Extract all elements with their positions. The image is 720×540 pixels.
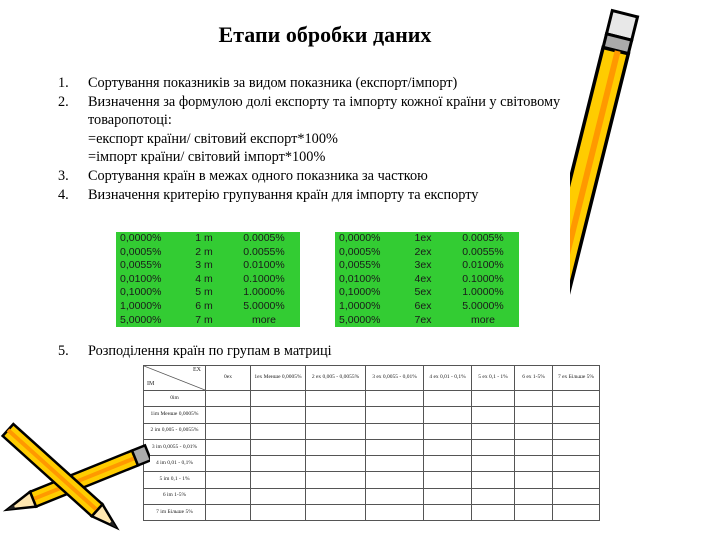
table-cell: 6 m bbox=[195, 299, 213, 312]
step-number: 4. bbox=[58, 186, 69, 203]
ex-label: EX bbox=[193, 367, 201, 373]
matrix-row-header: 6 im 1-5% bbox=[144, 488, 206, 504]
table-row bbox=[116, 246, 300, 260]
matrix-row-header: 7 im Більше 5% bbox=[144, 504, 206, 520]
table-cell: 0,0005% bbox=[339, 245, 381, 258]
table-cell: 0.0100% bbox=[462, 259, 504, 272]
matrix-row bbox=[144, 472, 600, 488]
matrix-cell bbox=[515, 407, 553, 423]
table-cell: 3ex bbox=[414, 259, 432, 272]
matrix-cell bbox=[424, 456, 472, 472]
step-text: товаропотоці: bbox=[88, 112, 172, 129]
table-cell: 0,1000% bbox=[339, 286, 381, 299]
matrix-cell bbox=[424, 407, 472, 423]
table-cell: 0.0055% bbox=[243, 245, 285, 258]
matrix-cell bbox=[251, 488, 306, 504]
matrix-row bbox=[144, 423, 600, 439]
matrix-cell bbox=[206, 439, 251, 455]
matrix-cell bbox=[306, 391, 366, 407]
table-cell: more bbox=[252, 313, 276, 326]
steps-list bbox=[58, 74, 633, 204]
table-cell: 2 m bbox=[195, 245, 213, 258]
matrix-cell bbox=[206, 488, 251, 504]
im-label: IM bbox=[147, 381, 155, 388]
table-cell: 0,0000% bbox=[120, 232, 162, 244]
matrix-cell bbox=[366, 504, 424, 520]
matrix-cell bbox=[515, 439, 553, 455]
table-cell: 0.0100% bbox=[243, 259, 285, 272]
matrix-row-header: 5 im 0,1 - 1% bbox=[144, 472, 206, 488]
matrix-cell bbox=[306, 439, 366, 455]
table-cell: 5.0000% bbox=[243, 299, 285, 312]
export-groups-table bbox=[335, 232, 519, 327]
table-cell: 2ex bbox=[414, 245, 432, 258]
step-1 bbox=[58, 74, 633, 93]
matrix-cell bbox=[472, 504, 515, 520]
table-cell: 0,1000% bbox=[120, 286, 162, 299]
matrix-cell bbox=[515, 456, 553, 472]
matrix-cell bbox=[251, 472, 306, 488]
matrix-cell bbox=[366, 423, 424, 439]
matrix-column-header: 4 ex 0,01 - 0,1% bbox=[424, 366, 472, 391]
matrix-cell bbox=[206, 391, 251, 407]
table-cell: 7ex bbox=[414, 313, 432, 326]
matrix-cell bbox=[251, 504, 306, 520]
matrix-cell bbox=[472, 439, 515, 455]
matrix-cell bbox=[515, 504, 553, 520]
matrix-cell bbox=[366, 391, 424, 407]
matrix-cell bbox=[472, 391, 515, 407]
matrix-cell bbox=[206, 456, 251, 472]
matrix-column-header: 3 ex 0,0055 - 0,01% bbox=[366, 366, 424, 391]
matrix-cell bbox=[424, 423, 472, 439]
matrix-row bbox=[144, 391, 600, 407]
matrix-cell bbox=[306, 472, 366, 488]
step-text: Визначення за формулою долі експорту та імпорту кожної країни у світовому bbox=[88, 93, 561, 110]
pencils-icon bbox=[0, 420, 150, 540]
table-cell: 0,0005% bbox=[120, 245, 162, 258]
table-cell: 0.0005% bbox=[462, 232, 504, 244]
matrix-column-header: 0ex bbox=[206, 366, 251, 391]
matrix-row bbox=[144, 488, 600, 504]
matrix-row-header: 2 im 0,005 - 0,0055% bbox=[144, 423, 206, 439]
table-row bbox=[335, 232, 519, 246]
matrix-row-header: 0im bbox=[144, 391, 206, 407]
matrix-cell bbox=[206, 472, 251, 488]
step-number: 5. bbox=[58, 343, 69, 359]
table-row bbox=[116, 300, 300, 314]
matrix-row bbox=[144, 407, 600, 423]
table-cell: 1,0000% bbox=[339, 299, 381, 312]
step-3 bbox=[58, 167, 633, 186]
matrix-cell bbox=[424, 391, 472, 407]
country-matrix bbox=[143, 365, 600, 521]
matrix-cell bbox=[206, 423, 251, 439]
table-cell: 5.0000% bbox=[462, 299, 504, 312]
matrix-cell bbox=[206, 407, 251, 423]
matrix-column-header: 6 ex 1-5% bbox=[515, 366, 553, 391]
matrix-cell bbox=[515, 472, 553, 488]
matrix-cell bbox=[306, 488, 366, 504]
table-cell: 5 m bbox=[195, 286, 213, 299]
step-text: Розподілення країн по групам в матриці bbox=[88, 343, 332, 359]
matrix-cell bbox=[472, 423, 515, 439]
step-4 bbox=[58, 186, 633, 205]
matrix-cell bbox=[306, 423, 366, 439]
table-cell: 4 m bbox=[195, 272, 213, 285]
table-cell: 0,0055% bbox=[339, 259, 381, 272]
matrix-cell bbox=[472, 488, 515, 504]
table-cell: 4ex bbox=[414, 272, 432, 285]
matrix-cell bbox=[366, 472, 424, 488]
table-cell: 6ex bbox=[414, 299, 432, 312]
matrix-cell bbox=[424, 488, 472, 504]
page-title: Етапи обробки даних bbox=[218, 22, 432, 47]
matrix-cell bbox=[366, 456, 424, 472]
table-row bbox=[116, 286, 300, 300]
matrix-cell bbox=[366, 407, 424, 423]
table-row bbox=[335, 259, 519, 273]
matrix-cell bbox=[515, 423, 553, 439]
matrix-cell bbox=[366, 488, 424, 504]
table-row bbox=[335, 246, 519, 260]
table-row bbox=[335, 286, 519, 300]
table-row bbox=[335, 300, 519, 314]
table-cell: 1ex bbox=[414, 232, 432, 244]
matrix-row-header: 1im Менше 0,0005% bbox=[144, 407, 206, 423]
matrix-cell bbox=[206, 504, 251, 520]
matrix-row bbox=[144, 439, 600, 455]
import-groups-table bbox=[116, 232, 300, 327]
table-row bbox=[335, 273, 519, 287]
formula-import: =імпорт країни/ світовий імпорт*100% bbox=[88, 149, 326, 166]
table-cell: 0,0055% bbox=[120, 259, 162, 272]
matrix-column-header: 1ex Менше 0,0005% bbox=[251, 366, 306, 391]
step-number: 2. bbox=[58, 93, 69, 110]
table-cell: 3 m bbox=[195, 259, 213, 272]
step-number: 1. bbox=[58, 75, 69, 91]
matrix-cell bbox=[515, 391, 553, 407]
matrix-cell bbox=[424, 472, 472, 488]
matrix-cell bbox=[424, 504, 472, 520]
table-row bbox=[116, 232, 300, 246]
matrix-row-header: 3 im 0,0055 - 0,01% bbox=[144, 439, 206, 455]
step-text: Сортування країн в межах одного показника за часткою bbox=[88, 167, 428, 184]
matrix-cell bbox=[472, 456, 515, 472]
table-cell: 5,0000% bbox=[339, 313, 381, 326]
table-cell: more bbox=[471, 313, 495, 326]
matrix-cell bbox=[306, 407, 366, 423]
table-row bbox=[116, 314, 300, 328]
table-cell: 0.1000% bbox=[243, 272, 285, 285]
matrix-cell bbox=[306, 504, 366, 520]
matrix-corner bbox=[144, 366, 206, 391]
matrix-cell bbox=[251, 423, 306, 439]
matrix-cell bbox=[251, 391, 306, 407]
step-text: Визначення критерію групування країн для імпорту та експорту bbox=[88, 186, 479, 203]
table-cell: 1.0000% bbox=[462, 286, 504, 299]
step-number: 3. bbox=[58, 167, 69, 184]
matrix-row bbox=[144, 456, 600, 472]
table-cell: 0.0055% bbox=[462, 245, 504, 258]
matrix-row-header: 4 im 0,01 - 0,1% bbox=[144, 456, 206, 472]
matrix-cell bbox=[472, 472, 515, 488]
matrix-cell bbox=[251, 439, 306, 455]
table-cell: 5,0000% bbox=[120, 313, 162, 326]
table-row bbox=[116, 259, 300, 273]
pencil-icon bbox=[570, 0, 720, 540]
formula-export: =експорт країни/ світовий експорт*100% bbox=[88, 130, 338, 147]
table-cell: 1.0000% bbox=[243, 286, 285, 299]
table-cell: 0,0100% bbox=[339, 272, 381, 285]
table-cell: 1 m bbox=[195, 232, 213, 244]
table-cell: 0.1000% bbox=[462, 272, 504, 285]
table-cell: 0,0100% bbox=[120, 272, 162, 285]
table-cell: 1,0000% bbox=[120, 299, 162, 312]
table-cell: 0.0005% bbox=[243, 232, 285, 244]
matrix-cell bbox=[306, 456, 366, 472]
step-5 bbox=[58, 343, 332, 360]
table-cell: 5ex bbox=[414, 286, 432, 299]
table-cell: 7 m bbox=[195, 313, 213, 326]
matrix-cell bbox=[251, 407, 306, 423]
matrix-cell bbox=[424, 439, 472, 455]
matrix-cell bbox=[251, 456, 306, 472]
table-row bbox=[116, 273, 300, 287]
matrix-header-row bbox=[144, 366, 600, 391]
step-text: Сортування показників за видом показника (експорт/імпорт) bbox=[88, 75, 458, 91]
matrix-cell bbox=[366, 439, 424, 455]
matrix-column-header: 7 ex Більше 5% bbox=[553, 366, 600, 391]
matrix-row bbox=[144, 504, 600, 520]
table-row bbox=[335, 314, 519, 328]
table-cell: 0,0000% bbox=[339, 232, 381, 244]
matrix-column-header: 5 ex 0,1 - 1% bbox=[472, 366, 515, 391]
step-2 bbox=[58, 93, 633, 167]
matrix-column-header: 2 ex 0,005 - 0,0055% bbox=[306, 366, 366, 391]
matrix-cell bbox=[472, 407, 515, 423]
matrix-cell bbox=[515, 488, 553, 504]
